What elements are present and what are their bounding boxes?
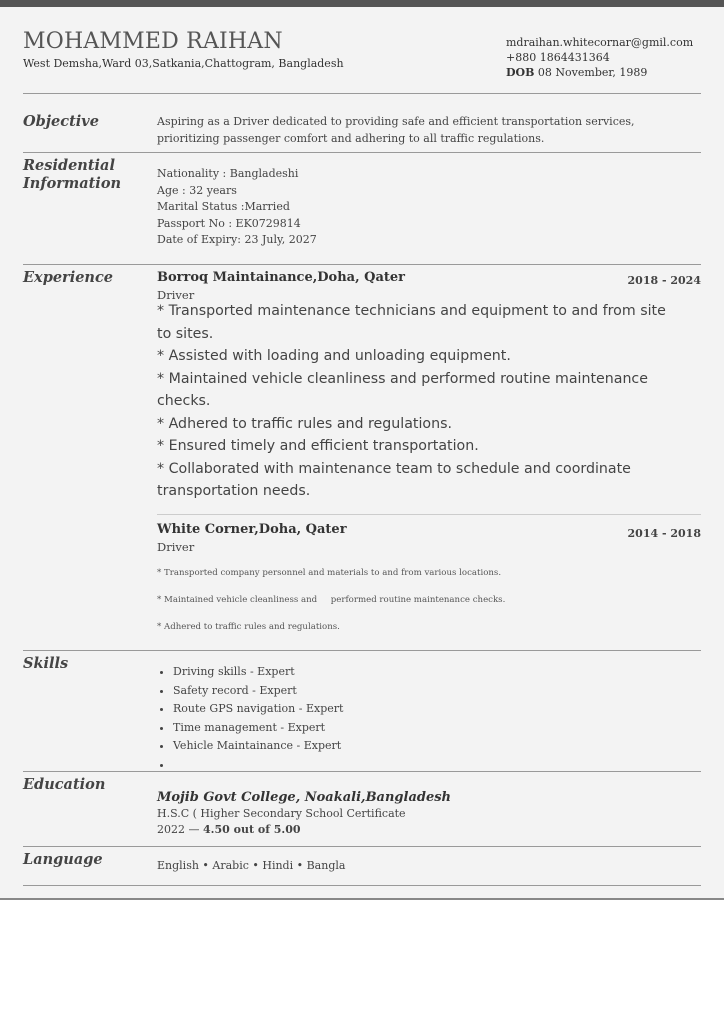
phone-text: +880 1864431364: [506, 51, 610, 64]
job-company: White Corner,Doha, Qater: [157, 522, 347, 537]
education-certificate: H.S.C ( Higher Secondary School Certificate: [157, 807, 406, 820]
nationality-text: Nationality : Bangladeshi: [157, 167, 299, 180]
duty-item: * Maintained vehicle cleanliness and performed routine maintenance checks.: [157, 370, 648, 409]
email-text: mdraihan.whitecornar@gmil.com: [506, 36, 694, 49]
education-result: 4.50 out of 5.00: [203, 823, 301, 836]
section-divider: [23, 93, 701, 94]
job-dates: 2014 - 2018: [627, 527, 701, 540]
education-result-line: [157, 823, 301, 836]
job-role: Driver: [157, 288, 195, 302]
contact-block: [506, 35, 693, 80]
skill-item: • Driving skills - Expert: [173, 663, 343, 682]
duty-item: * Transported maintenance technicians and equipment to and from site to sites.: [157, 303, 666, 342]
passport-expiry-text: Date of Expiry: 23 July, 2027: [157, 233, 317, 246]
objective-line: prioritizing passenger comfort and adhering to all traffic regulations.: [157, 131, 545, 145]
dob-label: DOB: [506, 66, 535, 79]
duty-item: * Transported company personnel and materials to and from various locations.: [157, 568, 502, 578]
residential-info: [157, 166, 317, 249]
section-divider: [23, 771, 701, 772]
skills-list: [157, 663, 343, 774]
duty-item: * Adhered to traffic rules and regulations.: [157, 415, 452, 432]
section-divider: [23, 885, 701, 886]
residential-heading: [23, 157, 121, 193]
objective-line: Aspiring as a Driver dedicated to providing safe and efficient transportation services,: [157, 115, 635, 128]
dob-value: 08 November, 1989: [534, 66, 648, 79]
job-role: Driver: [157, 540, 195, 554]
education-school: Mojib Govt College, Noakali,Bangladesh: [157, 790, 452, 805]
candidate-name: MOHAMMED RAIHAN: [23, 29, 283, 54]
job-duties: [157, 300, 677, 503]
skill-item: • Route GPS navigation - Expert: [173, 700, 343, 719]
age-text: Age : 32 years: [157, 183, 237, 197]
skill-item: • Vehicle Maintainance - Expert: [173, 737, 343, 756]
objective-text: [157, 114, 635, 147]
job-dates: 2018 - 2024: [627, 274, 701, 287]
duty-item: * Maintained vehicle cleanliness and performed routine maintenance checks.: [157, 595, 506, 605]
language-list: English • Arabic • Hindi • Bangla: [157, 859, 346, 872]
duty-item: * Adhered to traffic rules and regulations.: [157, 622, 340, 632]
passport-text: Passport No : EK0729814: [157, 216, 301, 230]
section-divider: [23, 264, 701, 265]
job-divider: [157, 514, 701, 515]
residential-heading-line2: Information: [23, 175, 122, 192]
dob-line: [506, 65, 693, 80]
duty-item: * Ensured timely and efficient transportation.: [157, 438, 479, 454]
skills-heading: Skills: [23, 655, 69, 672]
section-divider: [23, 846, 701, 847]
education-year: 2022 —: [157, 823, 203, 836]
skill-item: • Safety record - Expert: [173, 682, 343, 701]
job-company: Borroq Maintainance,Doha, Qater: [157, 270, 405, 285]
residential-heading-line1: Residential: [23, 157, 115, 174]
skill-item: • Time management - Expert: [173, 719, 343, 738]
marital-status-text: Marital Status :Married: [157, 200, 290, 213]
duty-item: * Assisted with loading and unloading equipment.: [157, 348, 511, 364]
experience-heading: Experience: [23, 269, 114, 286]
duty-item: * Collaborated with maintenance team to schedule and coordinate transportation needs.: [157, 460, 631, 499]
education-heading: Education: [23, 776, 106, 793]
section-divider: [23, 650, 701, 651]
language-heading: Language: [23, 851, 103, 868]
objective-heading: Objective: [23, 113, 99, 130]
candidate-address: West Demsha,Ward 03,Satkania,Chattogram, Bangladesh: [23, 57, 344, 70]
section-divider: [23, 152, 701, 153]
